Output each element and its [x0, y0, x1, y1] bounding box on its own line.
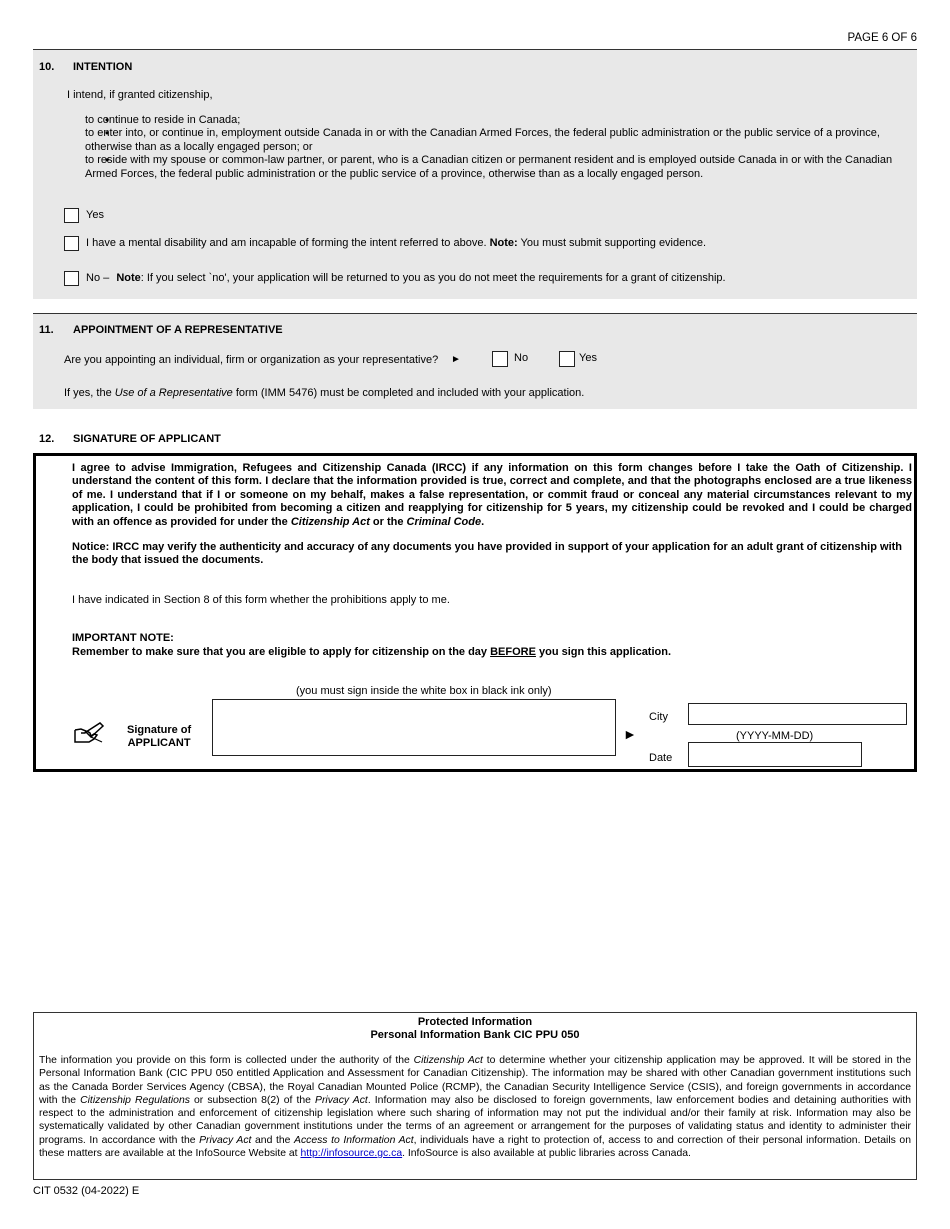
intention-bullet-list: [67, 114, 917, 181]
section-10-panel: [33, 49, 917, 299]
notice-paragraph: Notice: IRCC may verify the authenticity and accuracy of any documents you have provided in support of your application for an adult grant of citizenship with the body that issued the documents.: [72, 541, 903, 567]
privacy-text: and the: [251, 1134, 295, 1146]
intention-bullet: • to enter into, or continue in, employment outside Canada in or with the Canadian Armed Forces, the federal public administration or the public service of a province, otherwise than as a locally engaged person; or: [67, 127, 917, 154]
disability-note-text: You must submit supporting evidence.: [520, 237, 707, 249]
page-number: PAGE 6 OF 6: [847, 32, 917, 44]
note-post: form (IMM 5476) must be completed and included with your application.: [232, 387, 585, 399]
privacy-italic: Privacy Act: [199, 1134, 252, 1146]
privacy-title: Protected Information: [417, 1016, 533, 1028]
section-10-title: [39, 61, 132, 73]
disability-text: I have a mental disability and am incapable of forming the intent referred to above.: [86, 237, 487, 249]
intention-yes-label: Yes: [86, 209, 104, 221]
signature-box[interactable]: [212, 699, 616, 756]
section-title-text: SIGNATURE OF APPLICANT: [73, 433, 221, 445]
representative-yes-checkbox[interactable]: [559, 351, 575, 367]
important-before: BEFORE: [490, 646, 536, 658]
intention-bullet: • to reside with my spouse or common-law partner, or parent, who is a Canadian citizen or permanent resident and is employed outside Canada in or with the Canadian Armed Forces, the federal public administration or the public service of a province, otherwise than as a locally engaged person.: [67, 154, 917, 181]
representative-no-label: No: [514, 352, 529, 364]
declaration-paragraph: [72, 462, 912, 529]
signature-section-box: [33, 453, 917, 772]
intention-bullet: • to continue to reside in Canada;: [67, 114, 917, 127]
representative-no-checkbox[interactable]: [492, 351, 508, 367]
representative-note: [64, 387, 584, 400]
privacy-text: to determine whether your citizenship application may be approved. It will be stored in the Personal Information Bank (CIC PPU 050 entitled Application and Assessment for Canadian Citizenship). The information may be shared with other Canadian government institutions such as the Canada Border Services Agency (CBSA), the Royal Canadian Mounted Police (RCMP), the Canadian Security Intelligence Service (CSIS), and foreign governments in accordance with the: [39, 1055, 911, 1106]
privacy-text: . Information may also be disclosed to foreign governments, law enforcement bodies and detaining authorities with respect to the administration and enforcement of citizenship legislation where such sharing of information may not put the individual and/or their family at risk. Information may also be systematically validated by other Canadian government institutions under the terms of an agreement or arrangement for the purposes of validating status and identity to administer their programs. In accordance with the: [39, 1094, 911, 1146]
arrow-right-icon: ►: [623, 726, 637, 742]
privacy-body: [39, 1054, 911, 1160]
mental-disability-checkbox[interactable]: [64, 236, 79, 251]
declaration-or: or the: [369, 515, 407, 528]
city-label: City: [649, 711, 668, 723]
intention-no-checkbox[interactable]: [64, 271, 79, 286]
declaration-end: .: [481, 515, 485, 528]
signature-label-line2: APPLICANT: [127, 737, 191, 750]
section-number: 11.: [39, 324, 54, 336]
section-11-title: [39, 324, 283, 336]
section-12-title: [39, 433, 221, 445]
date-format-hint: (YYYY-MM-DD): [736, 730, 814, 742]
declaration-act: Citizenship Act: [290, 515, 370, 528]
privacy-italic: Access to Information Act: [294, 1134, 414, 1146]
section-number: 12.: [39, 433, 55, 445]
signature-label-line1: Signature of: [127, 724, 192, 736]
mental-disability-label: [86, 237, 706, 250]
privacy-italic: Privacy Act: [315, 1094, 368, 1106]
note-form-name: Use of a Representative: [114, 387, 233, 399]
intention-intro: I intend, if granted citizenship,: [67, 89, 213, 101]
privacy-text: or subsection 8(2) of the: [189, 1094, 316, 1106]
declaration-code: Criminal Code: [406, 515, 482, 528]
privacy-text: , individuals have a right to protection of, access to and correction of their personal information. Details on these matters are available at the InfoSource Website at: [39, 1134, 911, 1160]
section-title-text: INTENTION: [73, 61, 133, 73]
pen-hand-icon: [72, 720, 106, 746]
privacy-notice-box: [33, 1012, 917, 1180]
privacy-subtitle: Personal Information Bank CIC PPU 050: [370, 1029, 580, 1041]
city-input[interactable]: [688, 703, 907, 725]
important-pre: Remember to make sure that you are eligible to apply for citizenship on the day: [72, 646, 491, 658]
date-label: Date: [649, 752, 673, 764]
privacy-text: . InfoSource is also available at public libraries across Canada.: [402, 1148, 691, 1160]
prohibitions-statement: I have indicated in Section 8 of this form whether the prohibitions apply to me.: [72, 594, 450, 606]
privacy-italic: Citizenship Regulations: [80, 1094, 190, 1106]
important-note-title: IMPORTANT NOTE:: [72, 632, 174, 644]
section-11-panel: [33, 313, 917, 409]
representative-question: Are you appointing an individual, firm or organization as your representative?: [64, 354, 439, 366]
section-number: 10.: [39, 61, 55, 73]
privacy-text: The information you provide on this form is collected under the authority of the: [39, 1055, 414, 1066]
note-pre: If yes, the: [64, 387, 115, 399]
declaration-text: I agree to advise Immigration, Refugees and Citizenship Canada (IRCC) if any information on this form changes before I take the Oath of Citizenship. I understand the content of this form. I declare that the information provided is true, correct and complete, and that the photographs enclosed are a true likeness of me. I understand that if I or someone on my behalf, makes a false representation, or commit fraud or conceal any material circumstances relevant to my application, I could be prohibited from becoming a citizen and reapplying for citizenship for 5 years, my citizenship could be revoked and I could be charged with an offence as provided for under the: [72, 462, 912, 528]
privacy-italic: Citizenship Act: [413, 1055, 483, 1066]
no-note-label: Note: [116, 272, 141, 284]
intention-yes-checkbox[interactable]: [64, 208, 79, 223]
infosource-link[interactable]: http://infosource.gc.ca: [300, 1148, 403, 1160]
signature-label: [127, 724, 191, 751]
section-title-text: APPOINTMENT OF A REPRESENTATIVE: [73, 324, 283, 336]
no-note-text: : If you select `no', your application will be returned to you as you do not meet the requirements for a grant of citizenship.: [140, 272, 726, 284]
disability-note-label: Note:: [489, 237, 518, 249]
sign-instruction: (you must sign inside the white box in black ink only): [296, 685, 552, 697]
date-input[interactable]: [688, 742, 862, 767]
important-post: you sign this application.: [535, 646, 672, 658]
form-code: CIT 0532 (04-2022) E: [33, 1185, 140, 1197]
intention-no-label: [86, 272, 726, 285]
important-note-text: [72, 646, 671, 659]
arrow-right-icon: ►: [451, 354, 461, 365]
no-text: No –: [86, 272, 110, 284]
representative-yes-label: Yes: [579, 352, 597, 364]
